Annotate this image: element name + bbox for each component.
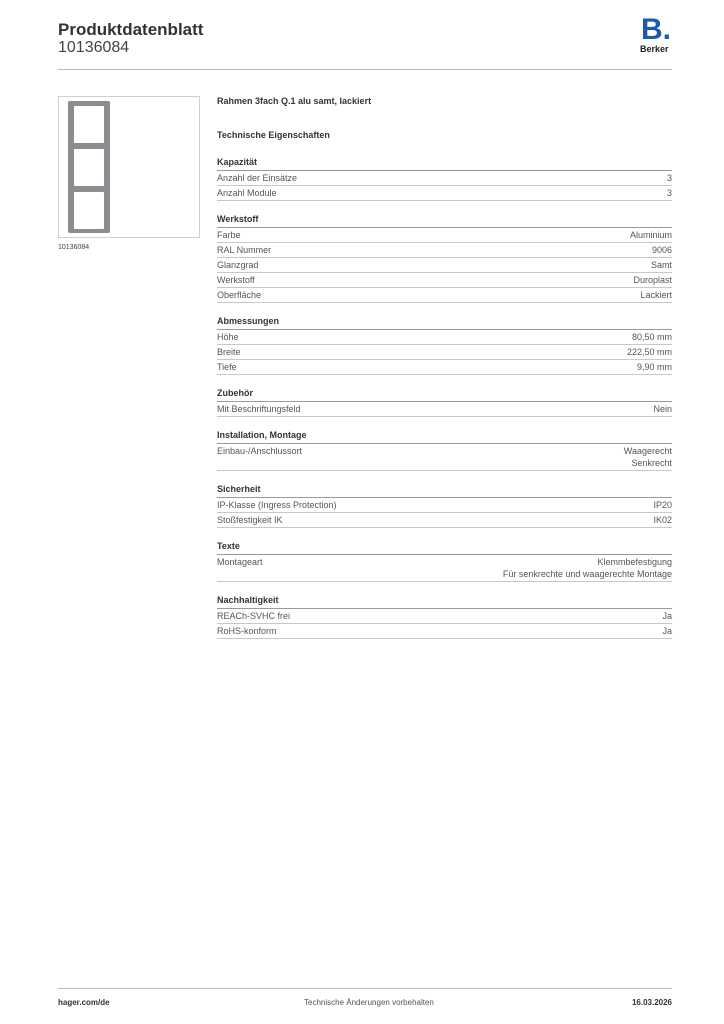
tech-properties-title: Technische Eigenschaften (217, 130, 330, 140)
spec-value-line: Duroplast (633, 275, 672, 285)
spec-value (653, 403, 672, 415)
spec-label: RAL Nummer (217, 245, 272, 255)
spec-section (217, 594, 672, 639)
product-number: 10136084 (58, 39, 130, 56)
frame-cell-3 (74, 192, 104, 229)
spec-value-line: IK02 (653, 515, 672, 525)
section-title: Kapazität (217, 156, 672, 171)
spec-value (624, 445, 672, 469)
spec-row (217, 171, 672, 186)
spec-section (217, 429, 672, 471)
spec-label: Farbe (217, 230, 241, 240)
spec-label: Einbau-/Anschlussort (217, 446, 303, 456)
spec-value (662, 610, 672, 622)
spec-row (217, 288, 672, 303)
spec-value-line: 9006 (651, 245, 672, 255)
spec-value-line: Klemmbefestigung (597, 557, 672, 567)
spec-value-line: Aluminium (629, 230, 672, 240)
header-divider (58, 69, 672, 70)
spec-label: Tiefe (217, 362, 237, 372)
spec-value (640, 289, 672, 301)
frame-cell-1 (74, 106, 104, 143)
spec-label: Höhe (217, 332, 239, 342)
spec-value (632, 331, 672, 343)
spec-label: REACh-SVHC frei (217, 611, 291, 621)
spec-value (667, 172, 672, 184)
spec-row (217, 513, 672, 528)
spec-label: Werkstoff (217, 275, 255, 285)
spec-label: Anzahl Module (217, 188, 277, 198)
spec-label: Glanzgrad (217, 260, 259, 270)
spec-value-line: Senkrecht (631, 458, 672, 468)
spec-value (633, 274, 672, 286)
spec-row (217, 243, 672, 258)
frame-cell-2 (74, 149, 104, 186)
spec-row (217, 609, 672, 624)
section-title: Installation, Montage (217, 429, 672, 444)
spec-section (217, 483, 672, 528)
spec-label: Montageart (217, 557, 263, 567)
berker-logo (639, 13, 677, 57)
spec-value-line: Für senkrechte und waagerechte Montage (502, 569, 672, 579)
spec-value-line: 9,90 mm (636, 362, 672, 372)
spec-value (503, 556, 672, 580)
spec-value (667, 187, 672, 199)
section-title: Texte (217, 540, 672, 555)
spec-section (217, 156, 672, 201)
spec-content (217, 96, 672, 639)
page-title: Produktdatenblatt (58, 20, 204, 39)
product-image (58, 96, 200, 238)
spec-row (217, 624, 672, 639)
spec-value (653, 499, 672, 511)
section-title: Nachhaltigkeit (217, 594, 672, 609)
logo-letter: B. (641, 13, 671, 46)
spec-label: Mit Beschriftungsfeld (217, 404, 301, 414)
spec-value (653, 514, 672, 526)
spec-section (217, 387, 672, 417)
spec-row (217, 258, 672, 273)
spec-label: Breite (217, 347, 241, 357)
footer-website: hager.com/de (58, 998, 110, 1007)
spec-label: Anzahl der Einsätze (217, 173, 298, 183)
spec-value-line: Ja (662, 611, 672, 621)
spec-value-line: 222,50 mm (626, 347, 672, 357)
spec-label: Stoßfestigkeit IK (217, 515, 283, 525)
spec-section (217, 315, 672, 375)
spec-value-line: Ja (662, 626, 672, 636)
spec-value (652, 244, 672, 256)
spec-value-line: 3 (666, 188, 672, 198)
logo-text: Berker (640, 44, 669, 54)
spec-section (217, 213, 672, 303)
spec-row (217, 402, 672, 417)
spec-row (217, 228, 672, 243)
spec-value (651, 259, 672, 271)
spec-row (217, 498, 672, 513)
spec-row (217, 186, 672, 201)
product-name: Rahmen 3fach Q.1 alu samt, lackiert (217, 96, 372, 106)
spec-row (217, 555, 672, 582)
spec-value (630, 229, 672, 241)
spec-row (217, 444, 672, 471)
spec-value-line: IP20 (653, 500, 672, 510)
spec-row (217, 360, 672, 375)
spec-label: RoHS-konform (217, 626, 277, 636)
section-title: Sicherheit (217, 483, 672, 498)
spec-value (637, 361, 672, 373)
spec-section (217, 540, 672, 582)
spec-row (217, 330, 672, 345)
section-title: Abmessungen (217, 315, 672, 330)
spec-label: Oberfläche (217, 290, 262, 300)
spec-value (627, 346, 672, 358)
section-title: Werkstoff (217, 213, 672, 228)
spec-value-line: 80,50 mm (631, 332, 672, 342)
footer-divider (58, 988, 672, 989)
spec-label: IP-Klasse (Ingress Protection) (217, 500, 337, 510)
image-caption: 10136084 (58, 244, 90, 251)
spec-value-line: Lackiert (640, 290, 672, 300)
footer-notice: Technische Änderungen vorbehalten (304, 998, 434, 1007)
spec-value-line: Nein (653, 404, 672, 414)
spec-row (217, 345, 672, 360)
section-title: Zubehör (217, 387, 672, 402)
spec-value-line: Samt (650, 260, 672, 270)
spec-value (662, 625, 672, 637)
frame-3fach-icon (68, 101, 110, 233)
spec-sections (217, 156, 672, 639)
spec-value-line: 3 (666, 173, 672, 183)
spec-row (217, 273, 672, 288)
spec-value-line: Waagerecht (623, 446, 672, 456)
footer-date: 16.03.2026 (631, 998, 672, 1007)
